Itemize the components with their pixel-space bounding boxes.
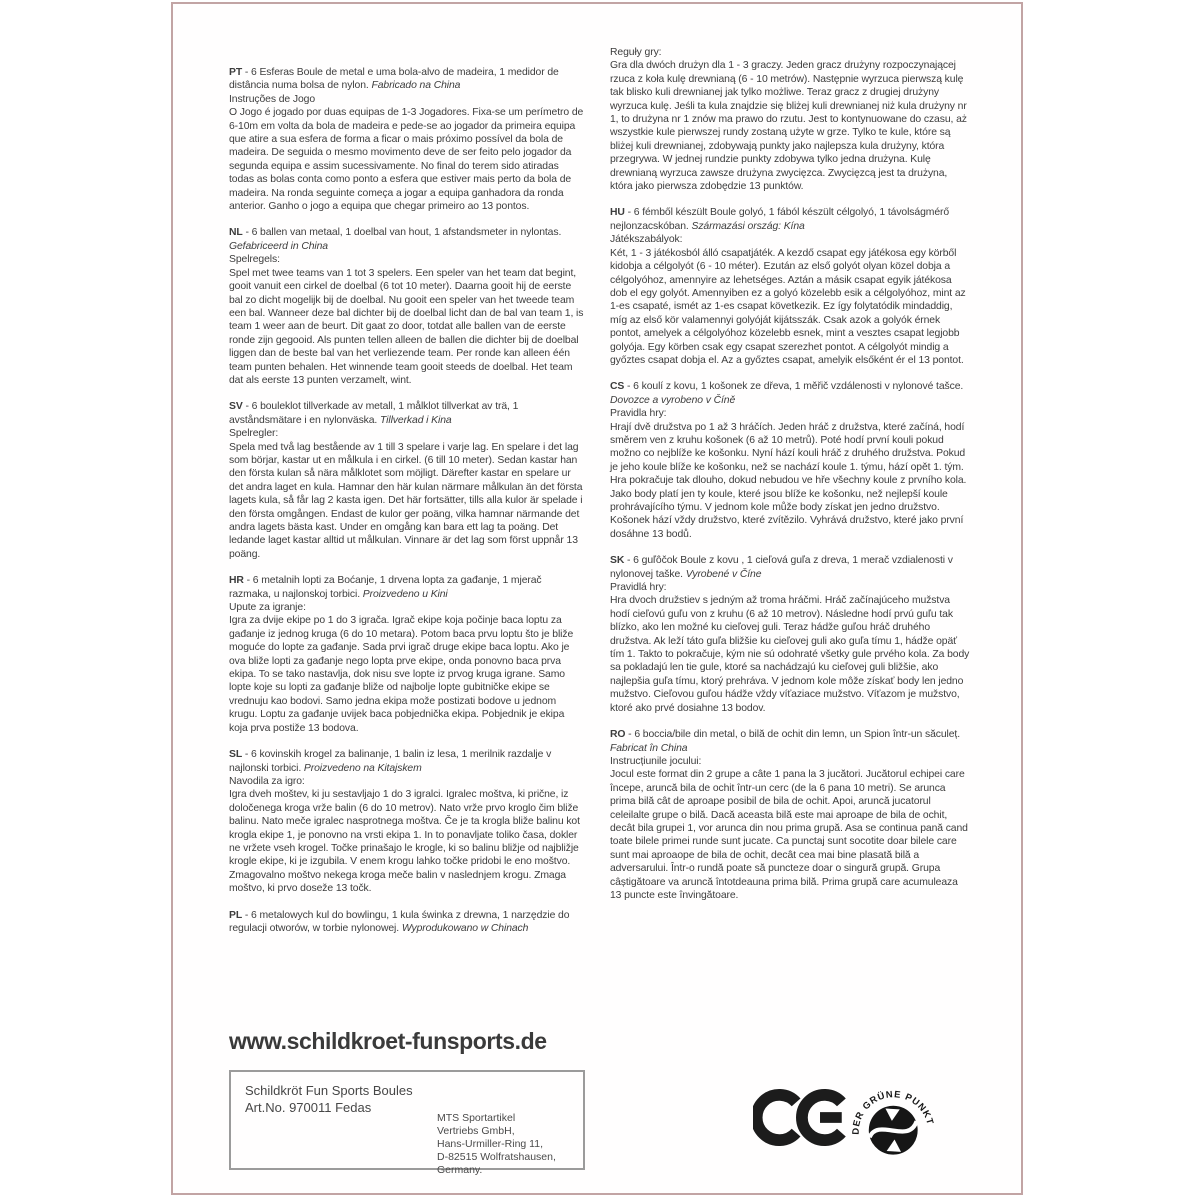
section-hr-contents: - 6 metalnih lopti za Boćanje, 1 drvena lopta za gađanje, 1 mjerač razmaka, u najlonskoj torbici.: [229, 575, 542, 600]
address-line: MTS Sportartikel: [437, 1112, 516, 1124]
section-sk-origin: Vyrobené v Číne: [685, 568, 762, 580]
section-hr-intro: [229, 574, 585, 601]
green-dot-recycling-icon: [839, 1066, 946, 1177]
section-pl-rules-subtitle: Reguły gry:: [610, 47, 662, 58]
section-hr-subtitle: Upute za igranje:: [229, 602, 306, 614]
section-pt-body: O Jogo é jogado por duas equipas de 1-3 Jogadores. Fixa-se um perímetro de 6-10m em volta da bola de madeira e pede-se ao jogador da primeira equipa que atire a sua esfera de forma a ficar o mais próximo possível da bola de madeira. De seguida o mesmo movimento deve de ser feito pelo jogador da segunda equipa e assim sucessivamente. No final do terem sido atiradas todas as bolas conta como ponto a esfera que estiver mais perto da bola de madeira. Na ronda seguinte começa a jogar a equipa ganhadora da ronda anterior. Ganho o jogo a equipa que chegar primeiro ao 13 pontos.: [229, 107, 584, 213]
section-nl-contents: - 6 ballen van metaal, 1 doelbal van hout, 1 afstandsmeter in nylontas.: [242, 227, 562, 239]
section-sl-body: Igra dveh moštev, ki ju sestavljajo 1 do 3 igralci. Igralec moštva, ki prične, iz določenega kroga vrže balin (6 do 10 metrov). Nato vrže prvo kroglo čim bliže balinu. Nato meče igralec nasprotnega moštva. Če je ta krogla bliže balinu kot krogla ekipe 1, je ponovno na vrsti ekipa 1. In to ponavljate toliko časa, dokler ne vržete vseh krogel. Točke prinašajo le krogle, ki so balinu bližje od najbližje krogle ekipe, ki je izgubila. V enem krogu lahko točke pridobi le eno moštvo. Zmagovalno moštvo nekega kroga meče balin v naslednjem krogu. Zmaga moštvo, ki prvo doseže 13 točk.: [229, 789, 580, 895]
section-pt-contents: - 6 Esferas Boule de metal e uma bola-alvo de madeira, 1 medidor de distância numa bolsa de nylon.: [229, 67, 559, 92]
section-cs-intro: [610, 380, 970, 407]
section-cs-body: Hrají dvě družstva po 1 až 3 hráčích. Jeden hráč z družstva, které začíná, hodí směrem ven z kruhu košonek (6 až 10 metrů). Poté hodí první kouli pokud možno co nejblíže ke košonku. Nyní hází kouli hráč z druhého družstva. Pokud je jeho koule blíže ke košonku, než se nachází koule 1. týmu, hází opět 1. tým. Hra pokračuje tak dlouho, dokud nebudou ve hře všechny koule z prvního kola. Jako body platí jen ty koule, které jsou blíže ke košonku, než nejlepší koule prohrávajícího týmu. V jednom kole může body získat jen jedno družstvo. Košonek hází vždy družstvo, které zvítězilo. Vyhrává družstvo, které jako první dosáhne 13 bodů.: [610, 421, 967, 540]
section-hu-subtitle: Játékszabályok:: [610, 234, 683, 246]
right-column: [610, 46, 970, 915]
section-nl-origin: Gefabriceerd in China: [229, 240, 328, 252]
section-sv-body: Spela med två lag bestående av 1 till 3 spelare i varje lag. En spelare i det lag som börjar, kastar ut en målkula i en cirkel. (6 till 10 meter). Sedan kastar han den första kulan så nära målklotet som möjligt. Därefter kastar en spelare ur det andra laget en kula. Hamnar den här kulan närmare målkulan än det första lagets kula, så får lag 2 kasta igen. Det här fortsätter, tills alla kulor är spelade i den första omgången. Endast de kulor ger poäng, vilka hamnar närmande det andra lagets bästa kast. Under en omgång kan bara ett lag ta poäng. Det ledande laget kastar alltid ut målkulan. Vinnare är det lag som först uppnår 13 poäng.: [229, 441, 583, 560]
section-cs-origin: Dovozce a vyrobeno v Číně: [610, 394, 736, 406]
section-sv-origin: Tillverkad i Kina: [380, 414, 452, 426]
section-sl-subtitle: Navodila za igro:: [229, 775, 305, 787]
product-article-number: Art.No. 970011 Fedas: [245, 1100, 372, 1115]
section-ro-body: Jocul este format din 2 grupe a câte 1 pana la 3 jucători. Jucătorul echipei care începe, aruncă bila de ochit într-un cerc (de la 6 pana 10 metri). Se arunca prima bilă cât de aproape posibil de bila de ochit. Apoi, aruncă jucatorul celeilalte grupe o bilă. Dacă aceasta bilă este mai aproape de bila de ochit, decât bila grupei 1, vor arunca din nou prima grupă. Asa se continua pană cand toate bilele primei runde sunt jucate. Ca punctaj sunt socotite doar bilele care sunt mai aproaope de bila de ochit, decât cea mai bine plasată bilă a adversarului. Într-o rundă poate să puncteze doar o singură grupă. Grupa câștigătoare va aruncă întotdeauna prima bilă. Prima grupă care acumuleaza 13 puncte este învingătoare.: [610, 769, 968, 901]
section-pl-rules: [610, 46, 970, 193]
section-sl-intro: [229, 748, 585, 775]
product-info-box: [229, 1070, 585, 1176]
section-sv-contents: - 6 bouleklot tillverkade av metall, 1 målklot tillverkat av trä, 1 avståndsmätare i en nylonväska.: [229, 401, 519, 426]
section-ro-origin: Fabricat în China: [610, 742, 688, 754]
section-pl: [229, 909, 585, 936]
lang-code-nl: NL: [229, 227, 243, 239]
section-hu-body: Két, 1 - 3 játékosból álló csapatjáték. A kezdő csapat egy játékosa egy körből kidobja a célgolyót (6 - 10 méter). Ezután az első golyót olyan közel dobja a célgolyóhoz, amennyire az lehetséges. Aztán a másik csapat egyik játékosa dob el egy golyót. Amennyiben ez a golyó közelebb esik a célgolyóhoz, mint az 1-es csapaté, ismét az 1-es csapat következik. Ez így folytatódik mindaddig, míg az első kör valamennyi golyóját kijátsszák. Csak azok a golyók érnek pontot, amelyek a célgolyóhoz közelebb esnek, mint a vesztes csapat legjobb golyója. Egy körben csak egy csapat szerezhet pontot. A célgolyót mindig a győztes csapat dobja el. Az a győztes csapat, amelyik elsőként ér el 13 pontot.: [610, 247, 966, 366]
section-pl-rules-body: Gra dla dwóch drużyn dla 1 - 3 graczy. Jeden gracz drużyny rozpoczynającej rzuca z koła kulę drewnianą (6 - 10 metrów). Następnie wyrzuca pierwszą kulę tak blisko kuli drewnianej jak tylko możliwe. Teraz gracz z drugiej drużyny wyrzuca kulę. Jeśli ta kula znajdzie się bliżej kuli drewnianej niż kula drużyny nr 1, to drużyna nr 1 znów ma prawo do rzutu. Jest to kontynuowane do czasu, aż wszystkie kule pierwszej rundy zostaną użyte w grze. Tylko te kule, które są bliżej kuli drewnianej, zdobywają punkty jako najlepsza kula drużyny, która przegrywa. W jednej rundzie punkty zdobywa tylko jedna drużyna. Kulę drewnianą wyrzuca zawsze drużyna zwycięzca. Zwycięzcą jest ta drużyna, która jako pierwsza zdobędzie 13 punktów.: [610, 60, 967, 193]
section-sk: [610, 554, 970, 715]
section-hu: [610, 206, 970, 367]
section-ro-intro: [610, 728, 970, 755]
address-line: Hans-Urmiller-Ring 11,: [437, 1138, 543, 1150]
section-ro-contents: - 6 boccia/bile din metal, o bilă de ochit din lemn, un Spion într-un săculeț.: [625, 729, 960, 741]
section-sk-intro: [610, 554, 970, 581]
section-ro: [610, 728, 970, 902]
section-nl: [229, 226, 585, 387]
lang-code-pl: PL: [229, 909, 243, 921]
manufacturer-address: [437, 1112, 556, 1177]
section-cs: [610, 380, 970, 541]
section-sv: [229, 400, 585, 561]
section-hr-body: Igra za dvije ekipe po 1 do 3 igrača. Igrač ekipe koja počinje baca loptu za gađanje iz jednog kruga (6 do 10 metara). Potom baca prvu loptu što je bliže moguće do lopte za gađanje. Sada prvi igrač druge ekipe baca loptu. Ako je ova bliže lopti za gađanje nego lopta prve ekipe, onda ponovno baca prva ekipa. To se tako nastavlja, dok nisu sve lopte iz prvog kruga igrane. Samo lopte koje su lopti za gađanje bliže od najbolje lopte gubitničke ekipe se vrednuju kao bodovi. Samo jedna ekipa može postizati bodove u jednom krugu. Loptu za gađanje uvijek baca pobjednička ekipa. Pobjednik je ekipa koja prva postiže 13 bodova.: [229, 615, 574, 734]
sheet-frame: [171, 2, 1023, 1195]
section-sk-body: Hra dvoch družstiev s jedným až troma hráčmi. Hráč začínajúceho mužstva hodí cieľovú guľu von z kruhu (6 až 10 metrov). Následne hodí prvú guľu tak blízko, ako len možné ku cieľovej guli. Teraz hádže guľou hráč druhého družstva. Ak leží táto guľa bližšie ku cieľovej guli ako guľa tímu 1, hádže opäť tím 1. Takto to pokračuje, kým nie sú odohraté všetky gule prvého kola. Za body sa pokladajú len tie gule, ktoré sa nachádzajú ku cieľovej guli bližšie, ako najlepšia guľa tímu, ktorý prehráva. V jednom kole môže získať body len jedno mužstvo. Cieľovou guľou hádže vždy víťaziace mužstvo. Víťazom je mužstvo, ktoré ako prvé dosiahne 13 bodov.: [610, 595, 970, 714]
section-sv-subtitle: Spelregler:: [229, 428, 279, 440]
section-ro-subtitle: Instrucțiunile jocului:: [610, 755, 702, 767]
section-hu-intro: [610, 206, 970, 233]
section-cs-contents: - 6 koulí z kovu, 1 košonek ze dřeva, 1 měřič vzdálenosti v nylonové tašce.: [624, 381, 964, 393]
section-sv-intro: [229, 400, 585, 427]
website-url: www.schildkroet-funsports.de: [229, 1028, 547, 1054]
section-hr-origin: Proizvedeno u Kini: [362, 588, 448, 600]
green-dot-curved-text: DER GRÜNE PUNKT: [849, 1088, 937, 1135]
address-line: D-82515 Wolfratshausen,: [437, 1151, 556, 1163]
address-line: Vertriebs GmbH,: [437, 1125, 515, 1137]
address-line: Germany.: [437, 1164, 483, 1176]
section-nl-body: Spel met twee teams van 1 tot 3 spelers. Een speler van het team dat begint, gooit vanuit een cirkel de doelbal (6 tot 10 meter). Daarna gooit hij de eerste bal zo dicht mogelijk bij de doelbal. Nu gooit een speler van het tweede team een bal. Wanneer deze bal dichter bij de doelbal licht dan de bal van team 1, is team 1 weer aan de beurt. Dit gaat zo door, totdat alle ballen van de eerste ronde zijn gegooid. Als punten tellen alleen de ballen die dichter bij de doelbal liggen dan de beste bal van het verliezende team. Per ronde kan alleen één team punten behalen. Het winnende team gooit steeds de doelbal. Het team dat als eerste 13 punten verzamelt, wint.: [229, 267, 584, 386]
lang-code-hr: HR: [229, 575, 244, 587]
section-sl-origin: Proizvedeno na Kitajskem: [303, 762, 422, 774]
section-pt: [229, 66, 585, 213]
section-pt-origin: Fabricado na China: [371, 80, 461, 92]
section-hu-contents: - 6 fémből készült Boule golyó, 1 fából készült célgolyó, 1 távolságmérő nejlonzacskóban.: [610, 207, 950, 232]
section-cs-subtitle: Pravidla hry:: [610, 408, 667, 420]
section-pt-subtitle: Instruções de Jogo: [229, 93, 315, 105]
left-column: [229, 66, 585, 948]
section-sl-contents: - 6 kovinskih krogel za balinanje, 1 balin iz lesa, 1 merilnik razdalje v najlonski torbici.: [229, 749, 552, 774]
lang-code-hu: HU: [610, 207, 625, 219]
product-name: Schildkröt Fun Sports Boules: [245, 1083, 413, 1098]
section-pt-intro: [229, 66, 585, 93]
ce-mark-icon: [753, 1084, 849, 1156]
section-sk-contents: - 6 guľôčok Boule z kovu , 1 cieľová guľa z dreva, 1 merač vzdialenosti v nylonovej taške.: [610, 555, 953, 580]
section-sk-subtitle: Pravidlá hry:: [610, 582, 667, 594]
lang-code-sv: SV: [229, 401, 243, 413]
lang-code-ro: RO: [610, 729, 626, 741]
section-sl: [229, 748, 585, 895]
lang-code-pt: PT: [229, 67, 243, 78]
section-nl-subtitle: Spelregels:: [229, 254, 280, 266]
lang-code-sl: SL: [229, 749, 243, 761]
section-pl-intro: [229, 909, 585, 936]
section-pl-contents: - 6 metalowych kul do bowlingu, 1 kula świnka z drewna, 1 narzędzie do regulacji otworów, w torbie nylonowej.: [229, 909, 570, 934]
section-nl-intro: [229, 226, 585, 253]
section-pl-origin: Wyprodukowano w Chinach: [401, 922, 529, 934]
lang-code-cs: CS: [610, 381, 625, 393]
section-hu-origin: Származási ország: Kína: [691, 220, 805, 232]
lang-code-sk: SK: [610, 555, 625, 567]
section-hr: [229, 574, 585, 735]
